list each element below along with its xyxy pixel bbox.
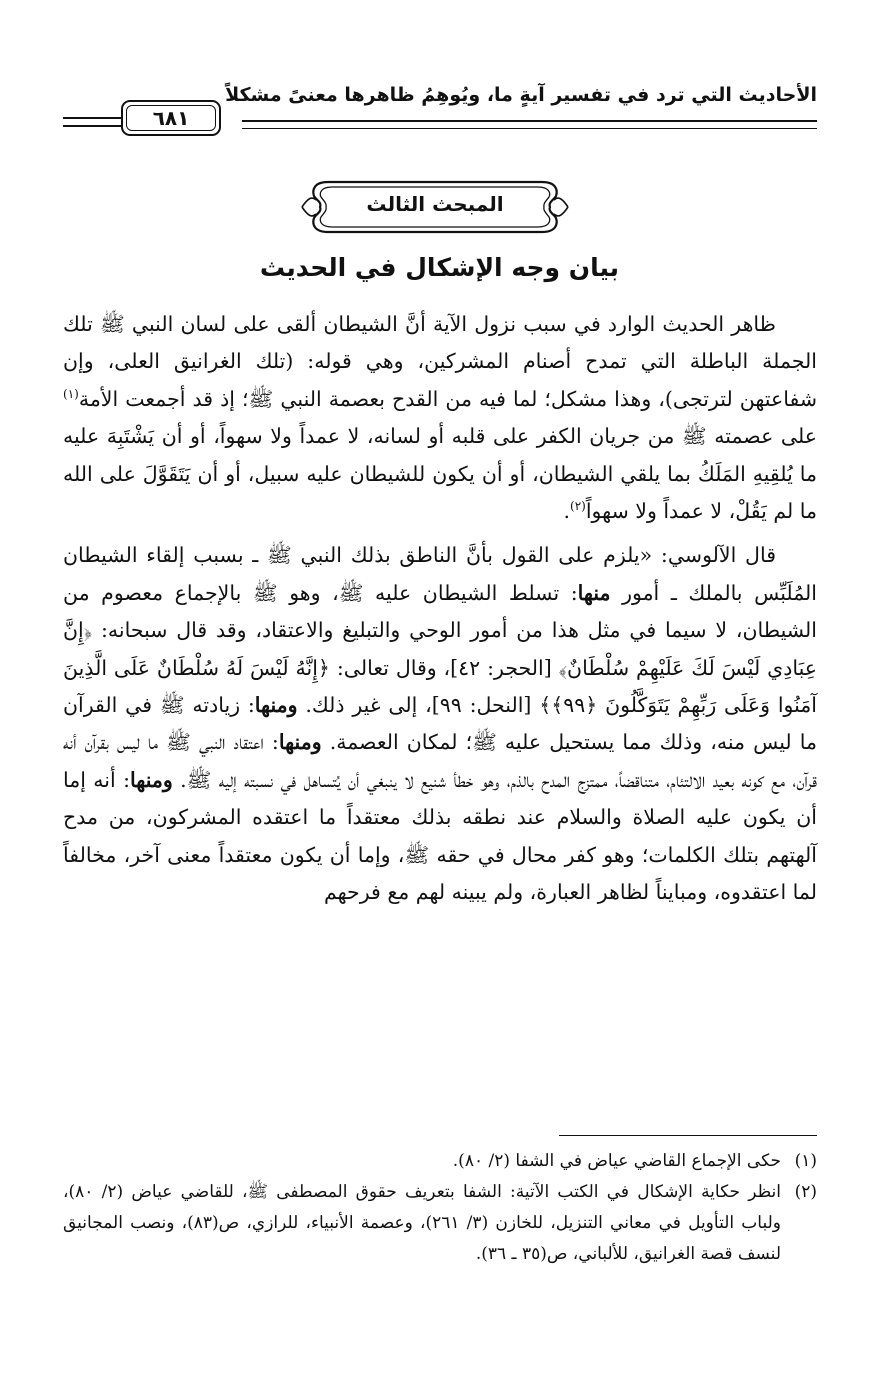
p2-text-5: : أنه إما أن يكون عليه الصلاة والسلام عند نطقه بذلك معتقداً ما اعتقده المشركون، من مدح آلهتهم بتلك الكلمات؛ وهو كفر محال في حقه ﷺ، وإما أن يكون معتقداً معنى آخر، مخالفاً لما اعتقدوه، ومبايناً لظاهر العبارة، ولم يبينه لهم مع فرحهم (63, 767, 817, 905)
section-label: المبحث الثالث (366, 192, 504, 216)
body-text (63, 306, 817, 912)
header-rule (242, 120, 817, 129)
footnotes (63, 1146, 817, 1270)
p2-text-4: : اعتقاد النبي ﷺ ما ليس بقرآن أنه قرآن، مع كونه بعيد الالتئام، متناقضاً، ممتزج المدح بالذم، وهو خطأ شنيع لا ينبغي أن يُتساهل في نسبته إليه ﷺ. (63, 730, 817, 792)
footnote-separator (559, 1135, 817, 1136)
section-banner (300, 178, 570, 236)
p1-text-c: . (563, 499, 570, 524)
running-title: الأحاديث التي ترد في تفسير آيةٍ ما، ويُوهِمُ ظاهرها معنىً مشكلاً (225, 84, 817, 106)
p2-keyword-4: ومنها (130, 767, 173, 792)
footnote-ref-2[interactable]: (٢) (570, 499, 586, 514)
footnote-number: (٢) (794, 1182, 817, 1202)
p2-keyword-1: منها (577, 580, 611, 605)
footnote-1 (63, 1146, 817, 1177)
running-header (63, 80, 817, 148)
section-heading: بيان وجه الإشكال في الحديث (259, 253, 620, 282)
paragraph-1 (63, 306, 817, 530)
footnote-ref-1[interactable]: (١) (63, 386, 79, 401)
paragraph-2 (63, 537, 817, 911)
p1-text-b: على عصمته ﷺ من جريان الكفر على قلبه أو لسانه، لا عمداً ولا سهواً، أو أن يَشْتَبِهَ عليه ما يُلقِيهِ المَلَكُ بما يلقي الشيطان، أو أن يكون للشيطان عليه سبيل، أو أن يَتَقَوَّلَ على الله ما لم يَقُلْ، لا عمداً ولا سهواً (63, 424, 817, 524)
footnote-2 (63, 1177, 817, 1270)
header-left-rule (63, 117, 121, 127)
p2-text-1: قال الآلوسي: «يلزم على القول بأنَّ الناطق بذلك النبي ﷺ ـ بسبب إلقاء الشيطان المُلَبِّس بالملك ـ أمور (63, 543, 817, 605)
page-number: ٦٨١ (152, 106, 190, 130)
p2-keyword-3: ومنها (278, 730, 322, 755)
footnote-text: حكى الإجماع القاضي عياض في الشفا (٢/ ٨٠). (452, 1151, 781, 1171)
p2-text-2: : تسلط الشيطان عليه ﷺ، وهو ﷺ بالإجماع معصوم من الشيطان، لا سيما في مثل هذا من أمور الوحي والتبليغ والاعتقاد، وقد قال سبحانه: ﴿إِنَّ عِبَادِي لَيْسَ لَكَ عَلَيْهِمْ سُلْطَانٌ﴾ [الحجر: ٤٢]، وقال تعالى: ﴿إِنَّهُ لَيْسَ لَهُ سُلْطَانٌ عَلَى الَّذِينَ آمَنُوا وَعَلَى رَبِّهِمْ يَتَوَكَّلُونَ ﴿٩٩﴾﴾ [النحل: ٩٩]، إلى غير ذلك. (63, 580, 817, 718)
footnote-number: (١) (794, 1151, 817, 1171)
p1-text-a: ظاهر الحديث الوارد في سبب نزول الآية أنَّ الشيطان ألقى على لسان النبي ﷺ تلك الجملة الباطلة التي تمدح أصنام المشركين، وهي قوله: (تلك الغرانيق العلى، وإن شفاعتهن لترتجى)، وهذا مشكل؛ لما فيه من القدح بعصمة النبي ﷺ؛ إذ قد أجمعت الأمة (63, 312, 817, 411)
page-number-frame (121, 100, 221, 136)
p2-keyword-2: ومنها (254, 693, 298, 718)
footnote-text: انظر حكاية الإشكال في الكتب الآتية: الشفا بتعريف حقوق المصطفى ﷺ، للقاضي عياض (٢/ ٨٠)، ولباب التأويل في معاني التنزيل، للخازن (٣/ ٢٦١)، وعصمة الأنبياء، للرازي، ص(٨٣)، ونصب المجانيق لنسف قصة الغرانيق، للألباني، ص(٣٥ ـ ٣٦). (63, 1182, 781, 1264)
p2-text-3: : زيادته ﷺ في القرآن ما ليس منه، وذلك مما يستحيل عليه ﷺ؛ لمكان العصمة. (63, 693, 817, 755)
